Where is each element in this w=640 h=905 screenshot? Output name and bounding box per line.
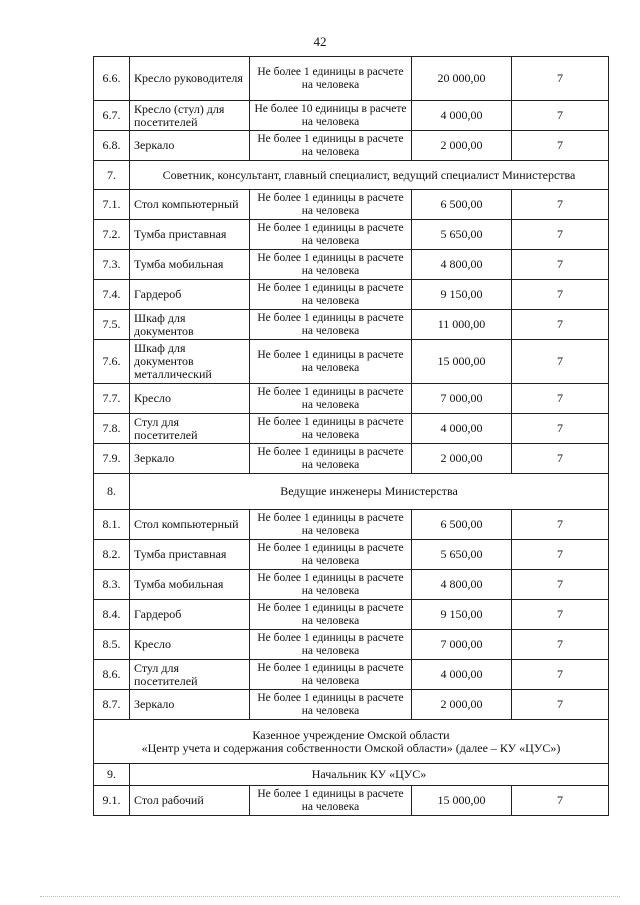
- table-row: [94, 101, 609, 131]
- item-name: Тумба мобильная: [130, 250, 250, 280]
- item-name: Стул для посетителей: [130, 660, 250, 690]
- item-quantity-norm: Не более 1 единицы в расчете на человека: [250, 600, 412, 630]
- item-price: 2 000,00: [412, 690, 512, 720]
- section-number: 9.: [94, 764, 130, 786]
- row-number: 7.5.: [94, 310, 130, 340]
- item-price: 7 000,00: [412, 630, 512, 660]
- item-price: 7 000,00: [412, 384, 512, 414]
- item-service-years: 7: [512, 310, 609, 340]
- row-number: 8.4.: [94, 600, 130, 630]
- item-quantity-norm: Не более 1 единицы в расчете на человека: [250, 384, 412, 414]
- table-row: [94, 384, 609, 414]
- item-name: Шкаф для документов: [130, 310, 250, 340]
- item-service-years: 7: [512, 630, 609, 660]
- item-service-years: 7: [512, 57, 609, 101]
- item-name: Стол рабочий: [130, 786, 250, 816]
- item-service-years: 7: [512, 384, 609, 414]
- item-service-years: 7: [512, 690, 609, 720]
- item-name: Гардероб: [130, 280, 250, 310]
- table-row: [94, 280, 609, 310]
- table-row: [94, 250, 609, 280]
- table-row: [94, 131, 609, 161]
- item-quantity-norm: Не более 1 единицы в расчете на человека: [250, 280, 412, 310]
- item-name: Стул для посетителей: [130, 414, 250, 444]
- item-quantity-norm: Не более 1 единицы в расчете на человека: [250, 220, 412, 250]
- item-quantity-norm: Не более 1 единицы в расчете на человека: [250, 786, 412, 816]
- item-quantity-norm: Не более 1 единицы в расчете на человека: [250, 190, 412, 220]
- row-number: 8.5.: [94, 630, 130, 660]
- row-number: 7.1.: [94, 190, 130, 220]
- page-number: 42: [313, 34, 327, 49]
- row-number: 7.7.: [94, 384, 130, 414]
- item-service-years: 7: [512, 101, 609, 131]
- section-title: Советник, консультант, главный специалист, ведущий специалист Министерства: [130, 161, 609, 190]
- row-number: 9.1.: [94, 786, 130, 816]
- section-title: Ведущие инженеры Министерства: [130, 474, 609, 510]
- table-body: [94, 57, 609, 816]
- item-name: Кресло: [130, 630, 250, 660]
- item-quantity-norm: Не более 1 единицы в расчете на человека: [250, 630, 412, 660]
- table-row: [94, 414, 609, 444]
- institution-header-row: [94, 720, 609, 764]
- item-quantity-norm: Не более 1 единицы в расчете на человека: [250, 340, 412, 384]
- item-service-years: 7: [512, 786, 609, 816]
- item-service-years: 7: [512, 280, 609, 310]
- table-row: [94, 600, 609, 630]
- item-quantity-norm: Не более 1 единицы в расчете на человека: [250, 414, 412, 444]
- table-row: [94, 220, 609, 250]
- section-row: [94, 161, 609, 190]
- item-name: Кресло (стул) для посетителей: [130, 101, 250, 131]
- item-name: Тумба приставная: [130, 220, 250, 250]
- row-number: 8.7.: [94, 690, 130, 720]
- item-service-years: 7: [512, 570, 609, 600]
- table-row: [94, 310, 609, 340]
- item-name: Тумба мобильная: [130, 570, 250, 600]
- table-row: [94, 690, 609, 720]
- item-price: 6 500,00: [412, 190, 512, 220]
- item-price: 6 500,00: [412, 510, 512, 540]
- item-price: 5 650,00: [412, 540, 512, 570]
- item-price: 4 800,00: [412, 570, 512, 600]
- table-row: [94, 570, 609, 600]
- table-row: [94, 190, 609, 220]
- item-price: 4 000,00: [412, 414, 512, 444]
- item-service-years: 7: [512, 510, 609, 540]
- item-price: 15 000,00: [412, 786, 512, 816]
- item-quantity-norm: Не более 1 единицы в расчете на человека: [250, 660, 412, 690]
- item-quantity-norm: Не более 1 единицы в расчете на человека: [250, 444, 412, 474]
- item-quantity-norm: Не более 1 единицы в расчете на человека: [250, 570, 412, 600]
- row-number: 8.2.: [94, 540, 130, 570]
- item-name: Зеркало: [130, 444, 250, 474]
- item-name: Тумба приставная: [130, 540, 250, 570]
- row-number: 6.8.: [94, 131, 130, 161]
- item-service-years: 7: [512, 444, 609, 474]
- item-service-years: 7: [512, 250, 609, 280]
- item-quantity-norm: Не более 1 единицы в расчете на человека: [250, 310, 412, 340]
- item-price: 9 150,00: [412, 600, 512, 630]
- section-title: Начальник КУ «ЦУС»: [130, 764, 609, 786]
- item-quantity-norm: Не более 10 единицы в расчете на человека: [250, 101, 412, 131]
- item-name: Зеркало: [130, 131, 250, 161]
- item-quantity-norm: Не более 1 единицы в расчете на человека: [250, 540, 412, 570]
- row-number: 6.6.: [94, 57, 130, 101]
- item-price: 9 150,00: [412, 280, 512, 310]
- item-service-years: 7: [512, 660, 609, 690]
- row-number: 6.7.: [94, 101, 130, 131]
- section-number: 8.: [94, 474, 130, 510]
- item-price: 4 000,00: [412, 660, 512, 690]
- item-quantity-norm: Не более 1 единицы в расчете на человека: [250, 57, 412, 101]
- row-number: 7.4.: [94, 280, 130, 310]
- table-row: [94, 510, 609, 540]
- item-price: 20 000,00: [412, 57, 512, 101]
- institution-header: Казенное учреждение Омской области «Центр учета и содержания собственности Омской области» (далее – КУ «ЦУС»): [94, 720, 609, 764]
- item-name: Кресло руководителя: [130, 57, 250, 101]
- item-price: 2 000,00: [412, 131, 512, 161]
- item-quantity-norm: Не более 1 единицы в расчете на человека: [250, 690, 412, 720]
- table-row: [94, 57, 609, 101]
- row-number: 7.2.: [94, 220, 130, 250]
- item-service-years: 7: [512, 414, 609, 444]
- row-number: 7.6.: [94, 340, 130, 384]
- item-name: Кресло: [130, 384, 250, 414]
- item-name: Шкаф для документов металлический: [130, 340, 250, 384]
- item-name: Гардероб: [130, 600, 250, 630]
- item-service-years: 7: [512, 600, 609, 630]
- item-service-years: 7: [512, 190, 609, 220]
- item-price: 2 000,00: [412, 444, 512, 474]
- item-price: 4 800,00: [412, 250, 512, 280]
- section-row: [94, 474, 609, 510]
- item-price: 11 000,00: [412, 310, 512, 340]
- item-name: Стол компьютерный: [130, 190, 250, 220]
- page-footer-scan-marks: [40, 896, 620, 903]
- section-number: 7.: [94, 161, 130, 190]
- table-row: [94, 786, 609, 816]
- table-row: [94, 660, 609, 690]
- item-price: 4 000,00: [412, 101, 512, 131]
- section-row: [94, 764, 609, 786]
- item-service-years: 7: [512, 131, 609, 161]
- table-row: [94, 630, 609, 660]
- item-quantity-norm: Не более 1 единицы в расчете на человека: [250, 250, 412, 280]
- table-row: [94, 540, 609, 570]
- furniture-norms-table: [93, 56, 609, 816]
- row-number: 7.3.: [94, 250, 130, 280]
- row-number: 8.3.: [94, 570, 130, 600]
- item-quantity-norm: Не более 1 единицы в расчете на человека: [250, 131, 412, 161]
- item-name: Зеркало: [130, 690, 250, 720]
- item-service-years: 7: [512, 340, 609, 384]
- row-number: 7.8.: [94, 414, 130, 444]
- row-number: 8.6.: [94, 660, 130, 690]
- item-price: 15 000,00: [412, 340, 512, 384]
- table-row: [94, 340, 609, 384]
- item-service-years: 7: [512, 220, 609, 250]
- item-name: Стол компьютерный: [130, 510, 250, 540]
- row-number: 7.9.: [94, 444, 130, 474]
- row-number: 8.1.: [94, 510, 130, 540]
- item-quantity-norm: Не более 1 единицы в расчете на человека: [250, 510, 412, 540]
- table-row: [94, 444, 609, 474]
- item-price: 5 650,00: [412, 220, 512, 250]
- item-service-years: 7: [512, 540, 609, 570]
